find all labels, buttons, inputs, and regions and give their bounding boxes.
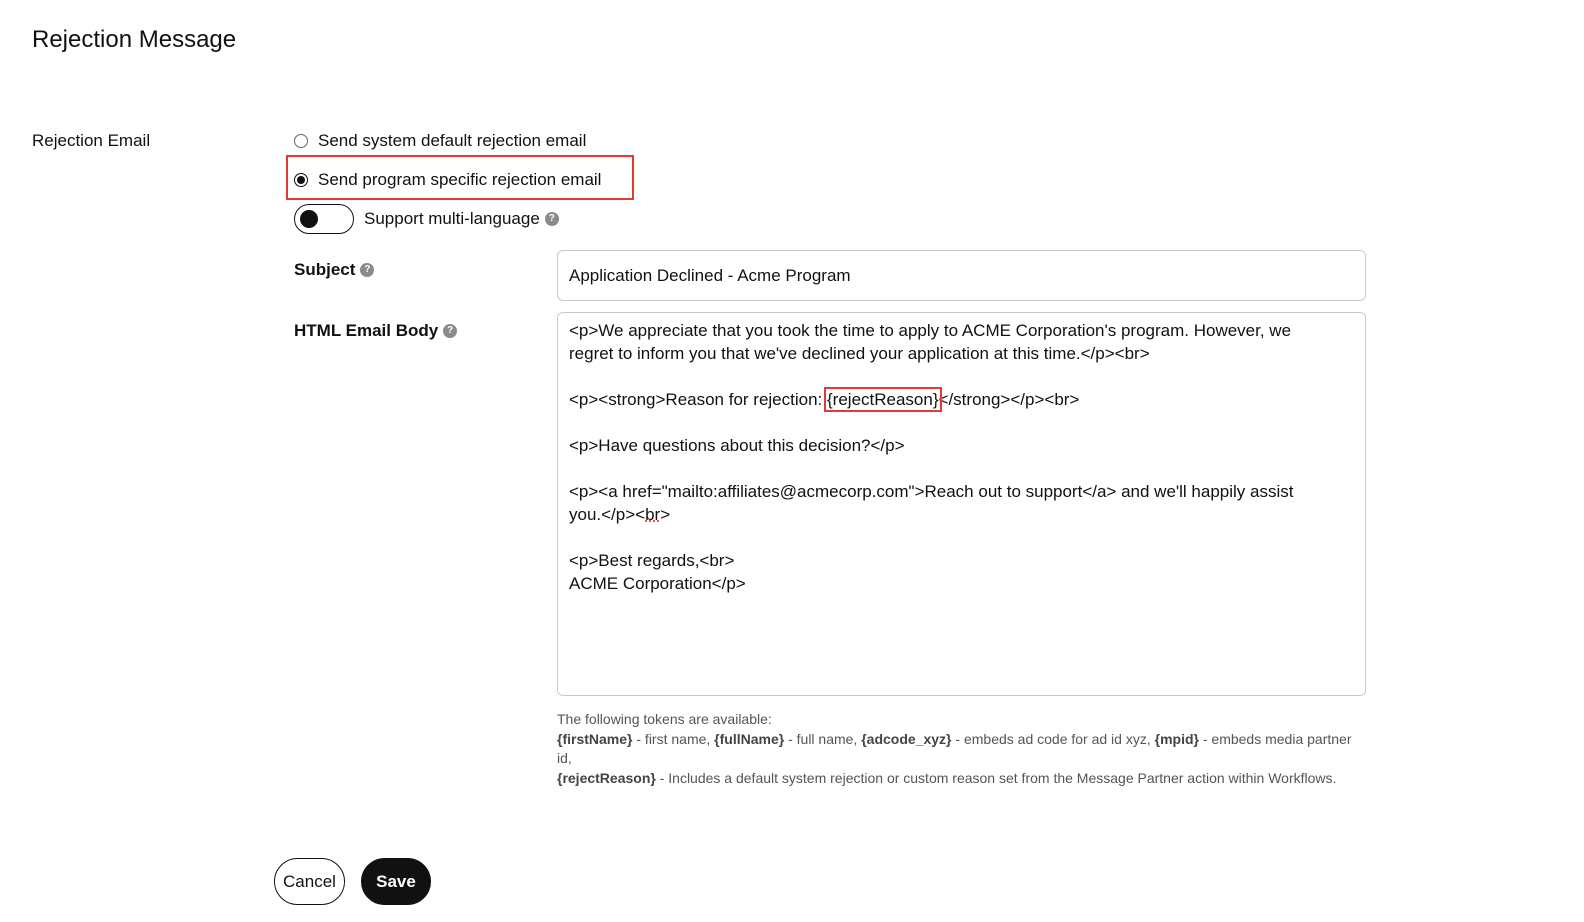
email-body-text: > (660, 505, 671, 524)
token-desc: - embeds media partner id, (557, 730, 1352, 766)
token-name: {adcode_xyz} (861, 730, 952, 747)
radio-system-default-label: Send system default rejection email (318, 131, 587, 150)
email-body-textarea[interactable] (557, 312, 1366, 696)
email-body-line: ACME Corporation</p> (569, 574, 746, 593)
multi-language-toggle[interactable] (294, 204, 354, 234)
tokens-intro: The following tokens are available: (557, 711, 772, 727)
token-desc: - Includes a default system rejection or custom reason set from the Message Partner action within Workflows. (655, 769, 1337, 786)
tokens-reject-reason (557, 769, 1357, 789)
token-name: {fullName} (714, 730, 785, 747)
token-name: {rejectReason} (557, 769, 656, 786)
token-name: {firstName} (557, 730, 633, 747)
radio-system-default[interactable] (294, 131, 586, 151)
token-name: {mpid} (1154, 730, 1199, 747)
radio-program-specific[interactable] (294, 170, 601, 190)
token-desc: - first name, (632, 730, 715, 747)
spellcheck-word: br (645, 505, 661, 524)
email-body-label-row (294, 321, 457, 341)
subject-label: Subject (294, 260, 356, 279)
email-body-line: <p><a href="mailto:affiliates@acmecorp.com">Reach out to support</a> and we'll happily assist (569, 482, 1294, 501)
token-desc: - full name, (784, 730, 862, 747)
radio-button-unchecked[interactable] (294, 134, 308, 148)
subject-value: Application Declined - Acme Program (569, 265, 851, 285)
email-body-text: </strong></p><br> (938, 390, 1080, 409)
email-body-line: regret to inform you that we've declined your application at this time.</p><br> (569, 344, 1150, 363)
email-body-line: <p>We appreciate that you took the time to apply to ACME Corporation's program. However, we (569, 321, 1292, 340)
email-body-line: <p>Have questions about this decision?</p> (569, 436, 905, 455)
radio-button-checked[interactable] (294, 173, 308, 187)
email-body-text: you.</p>< (569, 505, 646, 524)
radio-program-specific-label: Send program specific rejection email (318, 170, 602, 189)
tokens-help-text (557, 710, 1357, 788)
save-button[interactable]: Save (361, 858, 431, 905)
email-body-text: <p><strong>Reason for rejection: (569, 390, 827, 409)
email-body-label: HTML Email Body (294, 321, 439, 340)
question-mark-circle-icon[interactable]: ? (360, 263, 374, 277)
question-mark-circle-icon[interactable]: ? (443, 324, 457, 338)
subject-input[interactable] (557, 250, 1366, 301)
toggle-knob (300, 210, 318, 228)
question-mark-circle-icon[interactable]: ? (545, 212, 559, 226)
token-desc: - embeds ad code for ad id xyz, (951, 730, 1155, 747)
cancel-button[interactable]: Cancel (274, 858, 345, 905)
multi-language-row (294, 204, 559, 234)
tokens-list (557, 730, 1357, 769)
email-body-line (569, 503, 1354, 526)
subject-label-row (294, 260, 374, 280)
multi-language-label: Support multi-language (364, 209, 540, 228)
page-title: Rejection Message (32, 26, 237, 53)
email-body-line: <p>Best regards,<br> (569, 551, 735, 570)
email-body-line (569, 388, 1354, 411)
rejection-email-label: Rejection Email (32, 131, 151, 150)
reject-reason-token-highlight: {rejectReason} (827, 390, 939, 409)
